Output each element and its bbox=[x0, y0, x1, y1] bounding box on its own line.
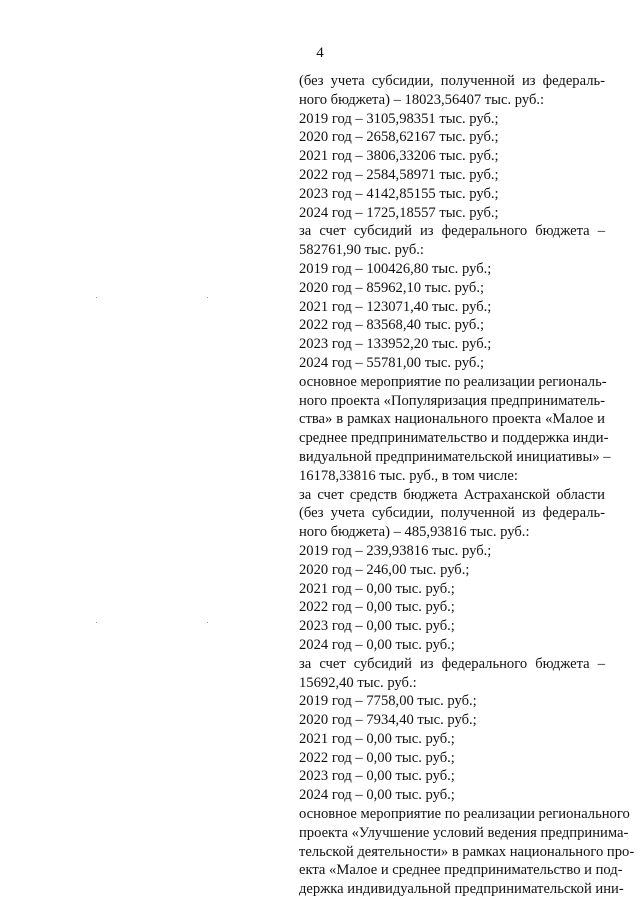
text-line: среднее предпринимательство и поддержка инди- bbox=[299, 430, 609, 447]
text-line: ства» в рамках национального проекта «Малое и bbox=[299, 411, 605, 428]
text-line: 2023 год – 0,00 тыс. руб.; bbox=[299, 768, 455, 785]
text-line: 582761,90 тыс. руб.: bbox=[299, 242, 424, 259]
text-line: 2020 год – 246,00 тыс. руб.; bbox=[299, 561, 470, 578]
text-line: 2019 год – 100426,80 тыс. руб.; bbox=[299, 260, 492, 277]
text-line: екта «Малое и среднее предпринимательство и под- bbox=[299, 862, 623, 879]
text-line: 2020 год – 85962,10 тыс. руб.; bbox=[299, 279, 485, 296]
scan-speck bbox=[207, 297, 208, 298]
text-line: проекта «Улучшение условий ведения предпринима- bbox=[299, 824, 629, 841]
text-line: 15692,40 тыс. руб.: bbox=[299, 674, 417, 691]
text-line: 2021 год – 123071,40 тыс. руб.; bbox=[299, 298, 492, 315]
text-line: 2019 год – 3105,98351 тыс. руб.; bbox=[299, 110, 499, 127]
text-line: за счет средств бюджета Астраханской области bbox=[299, 486, 605, 503]
text-line: тельской деятельности» в рамках национального про- bbox=[299, 843, 635, 860]
text-line: (без учета субсидии, полученной из федераль- bbox=[299, 505, 605, 522]
text-line: 2023 год – 133952,20 тыс. руб.; bbox=[299, 336, 492, 353]
text-line: 2020 год – 2658,62167 тыс. руб.; bbox=[299, 129, 499, 146]
text-line: (без учета субсидии, полученной из федераль- bbox=[299, 73, 605, 89]
text-line: 2020 год – 7934,40 тыс. руб.; bbox=[299, 712, 477, 729]
text-line: основное мероприятие по реализации региональ- bbox=[299, 373, 607, 390]
text-line: держка индивидуальной предпринимательской ини- bbox=[299, 881, 624, 898]
text-line: 2022 год – 0,00 тыс. руб.; bbox=[299, 599, 455, 616]
text-line: основное мероприятие по реализации регионального bbox=[299, 806, 630, 823]
text-line: 2024 год – 0,00 тыс. руб.; bbox=[299, 636, 455, 653]
text-line: ного бюджета) – 18023,56407 тыс. руб.: bbox=[299, 91, 545, 108]
text-line: 2019 год – 7758,00 тыс. руб.; bbox=[299, 693, 477, 710]
text-line: ного бюджета) – 485,93816 тыс. руб.: bbox=[299, 524, 530, 541]
text-line: 16178,33816 тыс. руб., в том числе: bbox=[299, 467, 518, 484]
text-line: 2022 год – 2584,58971 тыс. руб.; bbox=[299, 166, 499, 183]
text-line: 2023 год – 0,00 тыс. руб.; bbox=[299, 618, 455, 635]
scan-speck bbox=[207, 622, 208, 623]
text-line: 2019 год – 239,93816 тыс. руб.; bbox=[299, 542, 492, 559]
text-line: 2024 год – 55781,00 тыс. руб.; bbox=[299, 354, 485, 371]
text-line: 2023 год – 4142,85155 тыс. руб.; bbox=[299, 185, 499, 202]
scan-speck bbox=[96, 622, 97, 623]
text-line: ного проекта «Популяризация предприниматель- bbox=[299, 392, 605, 409]
text-line: за счет субсидий из федерального бюджета – bbox=[299, 655, 605, 672]
text-line: 2021 год – 0,00 тыс. руб.; bbox=[299, 580, 455, 597]
text-line: 2021 год – 0,00 тыс. руб.; bbox=[299, 730, 455, 747]
text-line: 2024 год – 0,00 тыс. руб.; bbox=[299, 787, 455, 804]
text-line: 2022 год – 83568,40 тыс. руб.; bbox=[299, 317, 485, 334]
text-line: видуальной предпринимательской инициативы» – bbox=[299, 448, 611, 465]
text-line: 2021 год – 3806,33206 тыс. руб.; bbox=[299, 148, 499, 165]
text-line: 2022 год – 0,00 тыс. руб.; bbox=[299, 749, 455, 766]
text-line: 2024 год – 1725,18557 тыс. руб.; bbox=[299, 204, 499, 221]
text-line: за счет субсидий из федерального бюджета – bbox=[299, 223, 605, 240]
text-column bbox=[299, 72, 635, 899]
page-number: 4 bbox=[316, 45, 324, 61]
scan-speck bbox=[96, 297, 97, 298]
